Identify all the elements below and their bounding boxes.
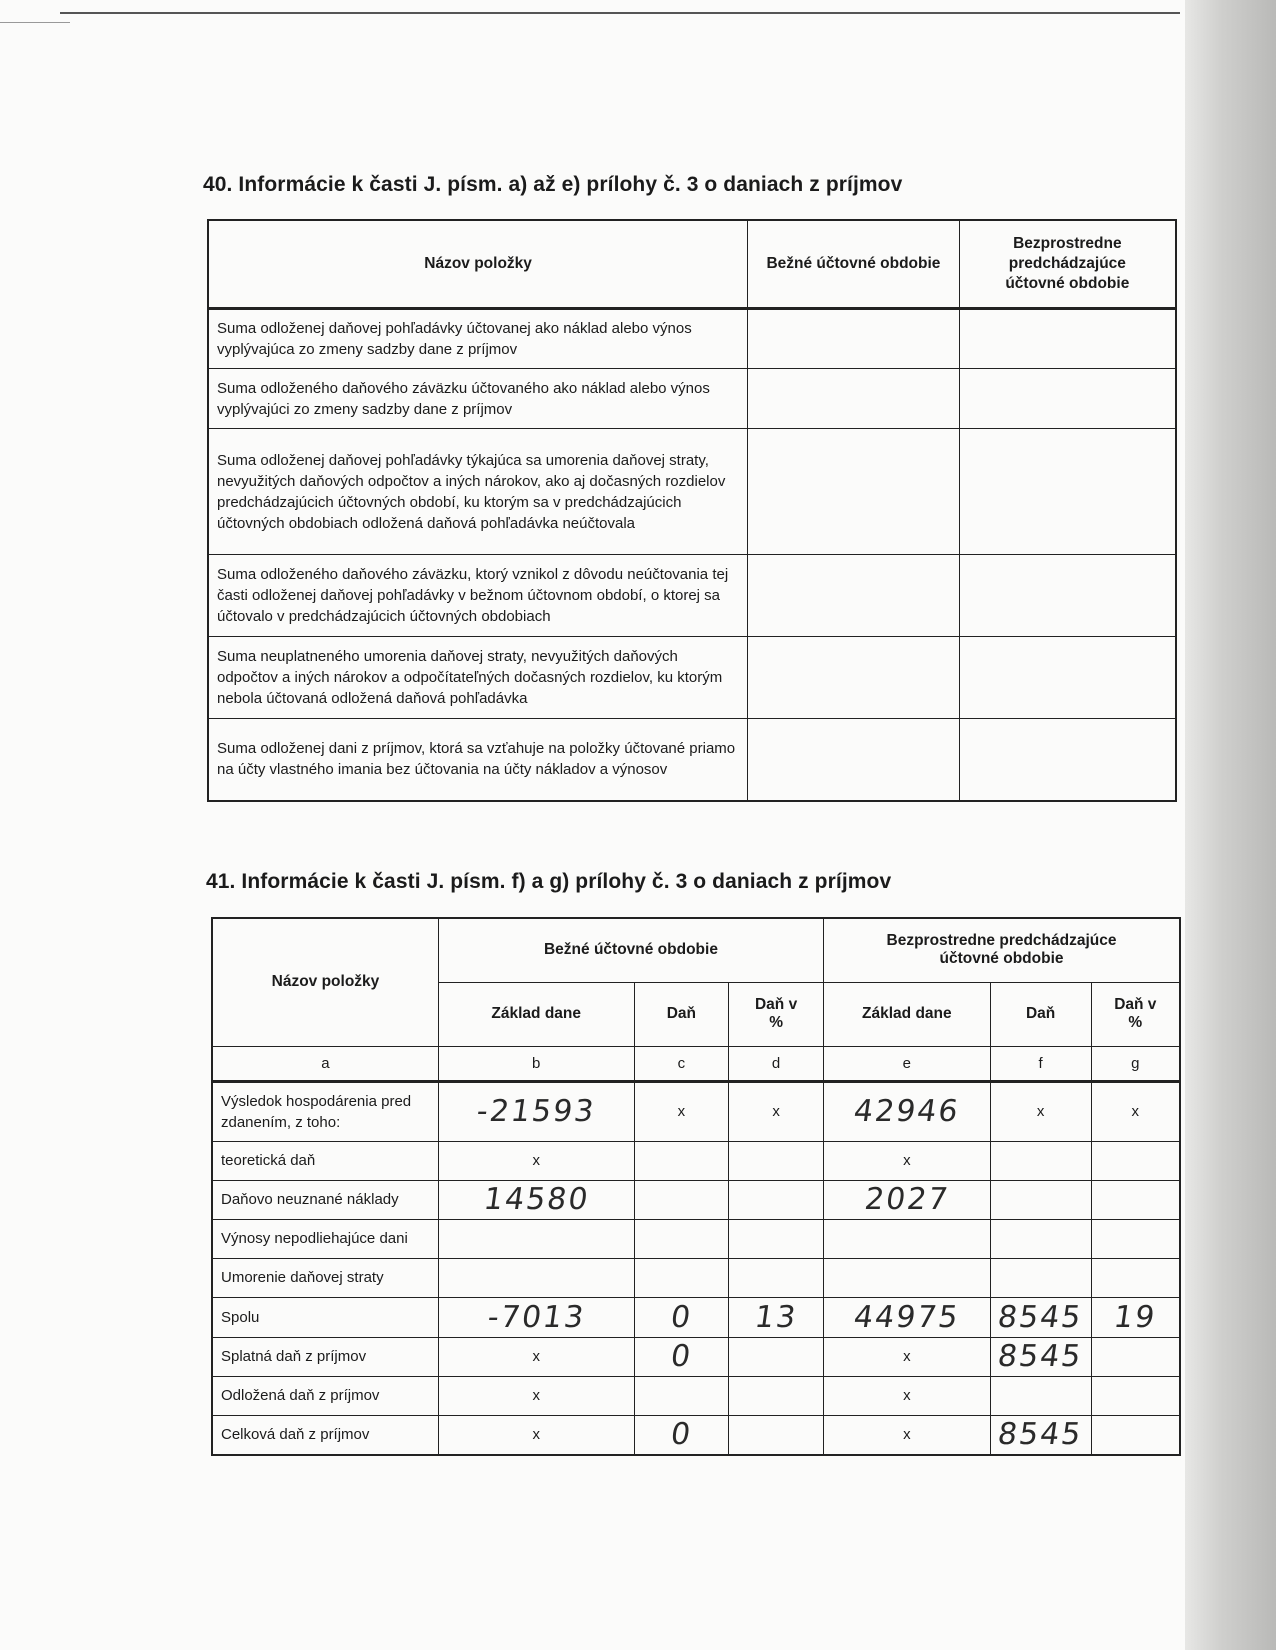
cell-current bbox=[748, 555, 960, 637]
table-row bbox=[208, 719, 1176, 801]
col-previous-header: Bezprostredne predchádzajúce účtovné obdobie bbox=[959, 220, 1176, 309]
row-name: Suma odloženej daňovej pohľadávky týkajúca sa umorenia daňovej straty, nevyužitých daňových odpočtov a iných nárokov, ako aj dočasných rozdielov predchádzajúcich účtovných období, ku ktorým sa v predchádzajúcich účtovných obdobiach odložená daňová pohľadávka neúčtovala bbox=[208, 429, 748, 555]
cell-d bbox=[729, 1297, 824, 1337]
table-row bbox=[212, 1141, 1180, 1180]
cell-f bbox=[990, 1376, 1091, 1415]
cell-e bbox=[824, 1180, 991, 1219]
cell-e bbox=[824, 1258, 991, 1297]
cell-b bbox=[438, 1415, 634, 1455]
cell-f bbox=[990, 1258, 1091, 1297]
not-applicable-mark: x bbox=[903, 1348, 911, 1365]
cell-g bbox=[1091, 1219, 1180, 1258]
handwritten-value: 0 bbox=[668, 1299, 695, 1335]
cell-c bbox=[634, 1180, 729, 1219]
cell-b bbox=[438, 1337, 634, 1376]
base-current-header: Základ dane bbox=[438, 982, 634, 1046]
col-current-header: Bežné účtovné obdobie bbox=[748, 220, 960, 309]
cell-g bbox=[1091, 1415, 1180, 1455]
row-name: Daňovo neuznané náklady bbox=[212, 1180, 438, 1219]
cell-g bbox=[1091, 1141, 1180, 1180]
cell-previous bbox=[959, 369, 1176, 429]
handwritten-value: 19 bbox=[1111, 1299, 1159, 1335]
not-applicable-mark: x bbox=[532, 1426, 540, 1443]
cell-e bbox=[824, 1219, 991, 1258]
row-name: Spolu bbox=[212, 1297, 438, 1337]
section-41-title: 41. Informácie k časti J. písm. f) a g) prílohy č. 3 o daniach z príjmov bbox=[206, 870, 892, 893]
not-applicable-mark: x bbox=[532, 1152, 540, 1169]
letter-d: d bbox=[729, 1046, 824, 1081]
letter-f: f bbox=[990, 1046, 1091, 1081]
table-41-header-groups bbox=[212, 918, 1180, 982]
cell-f bbox=[990, 1141, 1091, 1180]
table-row bbox=[208, 429, 1176, 555]
cell-g bbox=[1091, 1180, 1180, 1219]
handwritten-value: 0 bbox=[668, 1417, 695, 1452]
page-edge-line bbox=[60, 12, 1180, 14]
cell-previous bbox=[959, 719, 1176, 801]
cell-d bbox=[729, 1376, 824, 1415]
pct-previous-header: Daň v % bbox=[1091, 982, 1180, 1046]
cell-c bbox=[634, 1415, 729, 1455]
row-name: Suma odloženej dani z príjmov, ktorá sa vzťahuje na položky účtované priamo na účty vlastného imania bez účtovania na účty nákladov a výnosov bbox=[208, 719, 748, 801]
not-applicable-mark: x bbox=[903, 1426, 911, 1443]
cell-previous bbox=[959, 555, 1176, 637]
table-row bbox=[212, 1219, 1180, 1258]
base-previous-header: Základ dane bbox=[824, 982, 991, 1046]
table-row bbox=[212, 1337, 1180, 1376]
not-applicable-mark: x bbox=[903, 1387, 911, 1404]
cell-current bbox=[748, 309, 960, 369]
cell-e bbox=[824, 1297, 991, 1337]
tax-previous-header: Daň bbox=[990, 982, 1091, 1046]
row-name: Suma odloženého daňového záväzku, ktorý vznikol z dôvodu neúčtovania tej časti odloženej daňovej pohľadávky v bežnom účtovnom období, o ktorej sa účtovalo v predchádzajúcich účtovných obdobiach bbox=[208, 555, 748, 637]
cell-b bbox=[438, 1219, 634, 1258]
table-row bbox=[208, 637, 1176, 719]
not-applicable-mark: x bbox=[677, 1103, 686, 1120]
cell-d bbox=[729, 1258, 824, 1297]
cell-c bbox=[634, 1219, 729, 1258]
cell-b bbox=[438, 1297, 634, 1337]
cell-c bbox=[634, 1141, 729, 1180]
cell-e bbox=[824, 1081, 991, 1141]
cell-g bbox=[1091, 1081, 1180, 1141]
col-name-header: Názov položky bbox=[208, 220, 748, 309]
row-name: Suma odloženého daňového záväzku účtovaného ako náklad alebo výnos vyplývajúci zo zmeny sadzby dane z príjmov bbox=[208, 369, 748, 429]
not-applicable-mark: x bbox=[772, 1103, 780, 1120]
row-name: Odložená daň z príjmov bbox=[212, 1376, 438, 1415]
row-name: Výsledok hospodárenia pred zdanením, z toho: bbox=[212, 1081, 438, 1141]
cell-e bbox=[824, 1376, 991, 1415]
table-row bbox=[212, 1258, 1180, 1297]
handwritten-value: 2027 bbox=[862, 1182, 952, 1217]
cell-g bbox=[1091, 1337, 1180, 1376]
cell-d bbox=[729, 1337, 824, 1376]
cell-f bbox=[990, 1415, 1091, 1455]
cell-previous bbox=[959, 637, 1176, 719]
table-row bbox=[212, 1081, 1180, 1141]
scan-shadow bbox=[1185, 0, 1276, 1650]
cell-b bbox=[438, 1376, 634, 1415]
cell-c bbox=[634, 1376, 729, 1415]
handwritten-value: 14580 bbox=[481, 1182, 592, 1217]
handwritten-value: 44975 bbox=[851, 1299, 963, 1335]
cell-b bbox=[438, 1141, 634, 1180]
table-row bbox=[212, 1180, 1180, 1219]
cell-d bbox=[729, 1415, 824, 1455]
letter-c: c bbox=[634, 1046, 729, 1081]
row-name: Splatná daň z príjmov bbox=[212, 1337, 438, 1376]
letter-a: a bbox=[212, 1046, 438, 1081]
cell-current bbox=[748, 719, 960, 801]
group-previous-header: Bezprostredne predchádzajúce účtovné obdobie bbox=[824, 918, 1180, 982]
handwritten-value: -21593 bbox=[474, 1094, 598, 1129]
handwritten-value: 0 bbox=[668, 1339, 695, 1374]
row-name: teoretická daň bbox=[212, 1141, 438, 1180]
group-current-header: Bežné účtovné obdobie bbox=[438, 918, 823, 982]
pct-current-header: Daň v % bbox=[729, 982, 824, 1046]
cell-current bbox=[748, 369, 960, 429]
cell-g bbox=[1091, 1376, 1180, 1415]
not-applicable-mark: x bbox=[532, 1387, 540, 1404]
cell-f bbox=[990, 1219, 1091, 1258]
cell-g bbox=[1091, 1258, 1180, 1297]
letter-b: b bbox=[438, 1046, 634, 1081]
column-letters bbox=[212, 1046, 1180, 1081]
cell-e bbox=[824, 1415, 991, 1455]
row-name: Suma neuplatneného umorenia daňovej straty, nevyužitých daňových odpočtov a iných nárokov a odpočítateľných dočasných rozdielov, ku ktorým nebola účtovaná odložená daňová pohľadávka bbox=[208, 637, 748, 719]
handwritten-value: 13 bbox=[752, 1299, 800, 1335]
handwritten-value: -7013 bbox=[485, 1299, 588, 1335]
handwritten-value: 42946 bbox=[851, 1094, 963, 1129]
handwritten-value: 8545 bbox=[995, 1339, 1086, 1374]
cell-e bbox=[824, 1141, 991, 1180]
cell-c bbox=[634, 1258, 729, 1297]
cell-f bbox=[990, 1297, 1091, 1337]
not-applicable-mark: x bbox=[903, 1152, 911, 1169]
col-name-header: Názov položky bbox=[212, 918, 438, 1046]
cell-e bbox=[824, 1337, 991, 1376]
table-40 bbox=[207, 219, 1177, 802]
cell-current bbox=[748, 429, 960, 555]
table-41 bbox=[211, 917, 1181, 1456]
handwritten-value: 8545 bbox=[995, 1417, 1086, 1452]
cell-d bbox=[729, 1141, 824, 1180]
cell-b bbox=[438, 1180, 634, 1219]
cell-d bbox=[729, 1081, 824, 1141]
tax-current-header: Daň bbox=[634, 982, 729, 1046]
table-row bbox=[212, 1376, 1180, 1415]
cell-c bbox=[634, 1297, 729, 1337]
row-name: Výnosy nepodliehajúce dani bbox=[212, 1219, 438, 1258]
cell-f bbox=[990, 1180, 1091, 1219]
table-row bbox=[208, 309, 1176, 369]
not-applicable-mark: x bbox=[1131, 1103, 1140, 1120]
cell-b bbox=[438, 1081, 634, 1141]
letter-e: e bbox=[824, 1046, 991, 1081]
row-name: Suma odloženej daňovej pohľadávky účtovanej ako náklad alebo výnos vyplývajúca zo zmeny sadzby dane z príjmov bbox=[208, 309, 748, 369]
cell-c bbox=[634, 1337, 729, 1376]
cell-g bbox=[1091, 1297, 1180, 1337]
cell-f bbox=[990, 1081, 1091, 1141]
handwritten-value: 8545 bbox=[995, 1299, 1086, 1335]
cell-previous bbox=[959, 429, 1176, 555]
table-row bbox=[208, 369, 1176, 429]
cell-current bbox=[748, 637, 960, 719]
row-name: Umorenie daňovej straty bbox=[212, 1258, 438, 1297]
table-row bbox=[212, 1297, 1180, 1337]
letter-g: g bbox=[1091, 1046, 1180, 1081]
section-40-title: 40. Informácie k časti J. písm. a) až e) prílohy č. 3 o daniach z príjmov bbox=[203, 173, 903, 196]
row-name: Celková daň z príjmov bbox=[212, 1415, 438, 1455]
table-row bbox=[212, 1415, 1180, 1455]
page-edge-line bbox=[0, 22, 70, 23]
table-row bbox=[208, 555, 1176, 637]
cell-previous bbox=[959, 309, 1176, 369]
cell-c bbox=[634, 1081, 729, 1141]
not-applicable-mark: x bbox=[532, 1348, 540, 1365]
table-40-header bbox=[208, 220, 1176, 309]
not-applicable-mark: x bbox=[1036, 1103, 1045, 1120]
cell-d bbox=[729, 1219, 824, 1258]
cell-d bbox=[729, 1180, 824, 1219]
cell-f bbox=[990, 1337, 1091, 1376]
cell-b bbox=[438, 1258, 634, 1297]
